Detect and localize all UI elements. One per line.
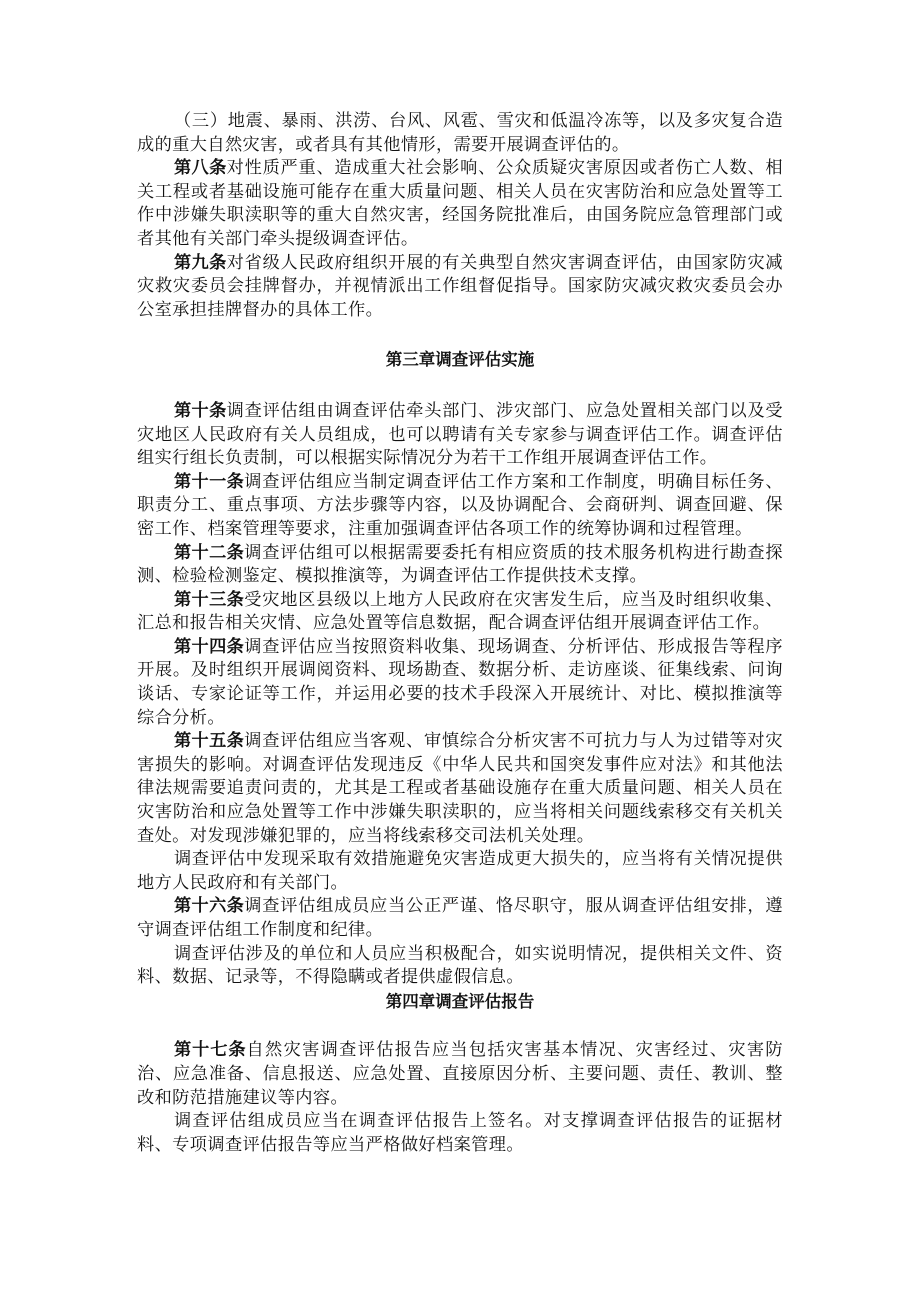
article-17-continued bbox=[137, 1110, 783, 1157]
document-page bbox=[137, 110, 783, 1157]
article-17 bbox=[137, 1039, 783, 1110]
article-text: 调查评估组可以根据需要委托有相应资质的技术服务机构进行勘查探测、检验检测鉴定、模拟推演等，为调查评估工作提供技术支撑。 bbox=[137, 542, 783, 587]
intro-paragraph: （三）地震、暴雨、洪涝、台风、风雹、雪灾和低温冷冻等，以及多灾复合造成的重大自然灾害，或者具有其他情形，需要开展调查评估的。 bbox=[137, 111, 783, 155]
article-text: 受灾地区县级以上地方人民政府在灾害发生后，应当及时组织收集、汇总和报告相关灾情、应急处置等信息数据，配合调查评估组开展调查评估工作。 bbox=[137, 589, 783, 634]
article-text: 对省级人民政府组织开展的有关典型自然灾害调查评估，由国家防灾减灾救灾委员会挂牌督办，并视情派出工作组督促指导。国家防灾减灾救灾委员会办公室承担挂牌督办的具体工作。 bbox=[137, 252, 783, 320]
article-text: 对性质严重、造成重大社会影响、公众质疑灾害原因或者伤亡人数、相关工程或者基础设施可能存在重大质量问题、相关人员在灾害防治和应急处置等工作中涉嫌失职渎职等的重大自然灾害，经国务院批准后，由国务院应急管理部门或者其他有关部门牵头提级调查评估。 bbox=[137, 158, 783, 249]
article-9 bbox=[137, 252, 783, 323]
article-13 bbox=[137, 589, 783, 636]
article-label: 第十一条 bbox=[173, 471, 245, 492]
article-text: 调查评估组成员应当公正严谨、恪尽职守，服从调查评估组安排，遵守调查评估组工作制度和纪律。 bbox=[137, 896, 783, 940]
article-label: 第十五条 bbox=[173, 731, 245, 752]
article-text: 自然灾害调查评估报告应当包括灾害基本情况、灾害经过、灾害防治、应急准备、信息报送、应急处置、直接原因分析、主要问题、责任、教训、整改和防范措施建议等内容。 bbox=[137, 1040, 783, 1108]
article-label: 第十六条 bbox=[173, 896, 245, 917]
article-text: 调查评估组成员应当在调查评估报告上签名。对支撑调查评估报告的证据材料、专项调查评估报告等应当严格做好档案管理。 bbox=[137, 1111, 783, 1155]
chapter-3-title: 第三章调查评估实施 bbox=[385, 350, 535, 370]
article-16 bbox=[137, 895, 783, 942]
article-text: 调查评估组应当制定调查评估工作方案和工作制度，明确目标任务、职责分工、重点事项、方法步骤等内容，以及协调配合、会商研判、调查回避、保密工作、档案管理等要求，注重加强调查评估各项工作的统筹协调和过程管理。 bbox=[137, 471, 783, 539]
article-15-continued bbox=[137, 848, 783, 895]
article-label: 第十二条 bbox=[173, 542, 245, 563]
article-text: 调查评估中发现采取有效措施避免灾害造成更大损失的，应当将有关情况提供地方人民政府和有关部门。 bbox=[137, 849, 783, 893]
article-label: 第九条 bbox=[173, 252, 227, 273]
article-16-continued bbox=[137, 943, 783, 990]
article-label: 第十条 bbox=[173, 400, 227, 421]
article-11 bbox=[137, 471, 783, 542]
chapter-4-title: 第四章调查评估报告 bbox=[385, 991, 535, 1011]
article-label: 第八条 bbox=[173, 158, 227, 179]
article-label: 第十七条 bbox=[173, 1040, 247, 1061]
article-text: 调查评估组应当客观、审慎综合分析灾害不可抗力与人为过错等对灾害损失的影响。对调查评估发现违反《中华人民共和国突发事件应对法》和其他法律法规需要追责问责的，尤其是工程或者基础设施存在重大质量问题、相关人员在灾害防治和应急处置等工作中涉嫌失职渎职的，应当将相关问题线索移交有关机关查处。对发现涉嫌犯罪的，应当将线索移交司法机关处理。 bbox=[137, 731, 783, 846]
article-text: 调查评估涉及的单位和人员应当积极配合，如实说明情况，提供相关文件、资料、数据、记录等，不得隐瞒或者提供虚假信息。 bbox=[137, 943, 783, 988]
article-text: 调查评估组由调查评估牵头部门、涉灾部门、应急处置相关部门以及受灾地区人民政府有关人员组成，也可以聘请有关专家参与调查评估工作。调查评估组实行组长负责制，可以根据实际情况分为若干工作组开展调查评估工作。 bbox=[137, 400, 783, 469]
article-15 bbox=[137, 730, 783, 848]
article-14 bbox=[137, 636, 783, 730]
article-10 bbox=[137, 400, 783, 471]
article-label: 第十四条 bbox=[173, 636, 245, 657]
article-12 bbox=[137, 542, 783, 589]
article-8 bbox=[137, 157, 783, 251]
article-label: 第十三条 bbox=[173, 589, 245, 610]
article-text: 调查评估应当按照资料收集、现场调查、分析评估、形成报告等程序开展。及时组织开展调阅资料、现场勘查、数据分析、走访座谈、征集线索、问询谈话、专家论证等工作，并运用必要的技术手段深入开展统计、对比、模拟推演等综合分析。 bbox=[137, 636, 783, 728]
